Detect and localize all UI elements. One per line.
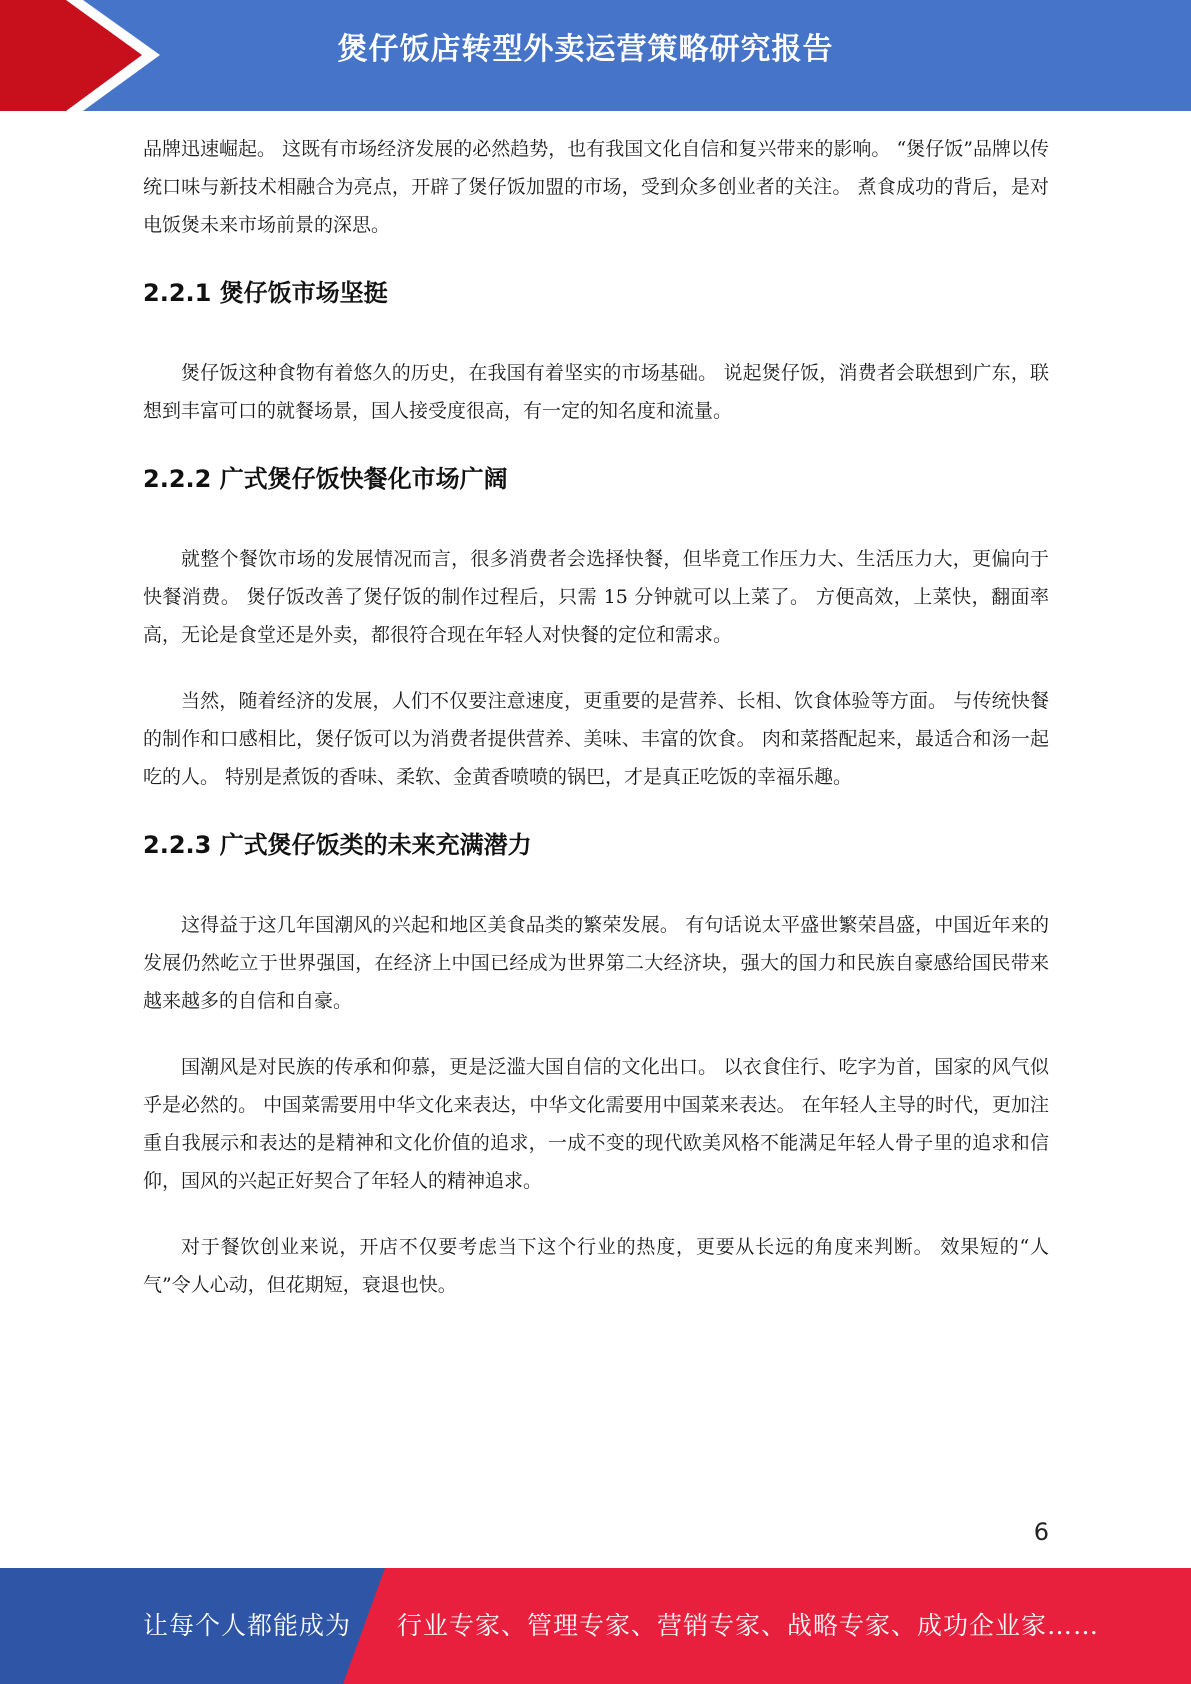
body-paragraph: 国潮风是对民族的传承和仰慕，更是泛滥大国自信的文化出口。 以衣食住行、吃字为首，国家的风气似乎是必然的。 中国菜需要用中华文化来表达，中华文化需要用中国菜来表达。 在年轻人主导的时代，更加注重自我展示和表达的是精神和文化价值的追求，一成不变的现代欧美风格不能满足年轻人骨子里的追求和信仰，国风的兴起正好契合了年轻人的精神追求。 <box>143 1056 1049 1192</box>
body-paragraph: 对于餐饮创业来说，开店不仅要考虑当下这个行业的热度，更要从长远的角度来判断。 效果短的“人气”令人心动，但花期短，衰退也快。 <box>143 1236 1049 1296</box>
body-paragraph: 这得益于这几年国潮风的兴起和地区美食品类的繁荣发展。 有句话说太平盛世繁荣昌盛，中国近年来的发展仍然屹立于世界强国，在经济上中国已经成为世界第二大经济块，强大的国力和民族自豪感给国民带来越来越多的自信和自豪。 <box>143 914 1049 1012</box>
section-heading-2-2-2: 2.2.2 广式煲仔饭快餐化市场广阔 <box>143 465 508 493</box>
document-title: 煲仔饭店转型外卖运营策略研究报告 <box>337 32 834 67</box>
section-heading-2-2-3: 2.2.3 广式煲仔饭类的未来充满潜力 <box>143 831 532 859</box>
page-header <box>0 0 1191 111</box>
body-paragraph: 当然，随着经济的发展，人们不仅要注意速度，更重要的是营养、长相、饮食体验等方面。 与传统快餐的制作和口感相比，煲仔饭可以为消费者提供营养、美味、丰富的饮食。 肉和菜搭配起来，最适合和汤一起吃的人。 特别是煮饭的香味、柔软、金黄香喷喷的锅巴，才是真正吃饭的幸福乐趣。 <box>143 690 1049 788</box>
footer-slogan-left: 让每个人都能成为 <box>143 1611 352 1640</box>
page-number: 6 <box>1033 1518 1049 1546</box>
page-footer <box>0 1568 1191 1684</box>
intro-paragraph: 品牌迅速崛起。 这既有市场经济发展的必然趋势，也有我国文化自信和复兴带来的影响。 “煲仔饭”品牌以传统口味与新技术相融合为亮点，开辟了煲仔饭加盟的市场，受到众多创业者的关注。 煮食成功的背后，是对电饭煲未来市场前景的深思。 <box>143 138 1049 236</box>
document-body <box>143 130 1049 1304</box>
body-paragraph: 煲仔饭这种食物有着悠久的历史，在我国有着坚实的市场基础。 说起煲仔饭，消费者会联想到广东，联想到丰富可口的就餐场景，国人接受度很高，有一定的知名度和流量。 <box>143 362 1049 422</box>
footer-slogan-right: 行业专家、管理专家、营销专家、战略专家、成功企业家…… <box>397 1611 1100 1640</box>
header-arrow-decoration <box>0 0 160 111</box>
body-paragraph: 就整个餐饮市场的发展情况而言，很多消费者会选择快餐，但毕竟工作压力大、生活压力大，更偏向于快餐消费。 煲仔饭改善了煲仔饭的制作过程后，只需 15 分钟就可以上菜了。 方便高效，上菜快，翻面率高，无论是食堂还是外卖，都很符合现在年轻人对快餐的定位和需求。 <box>143 548 1049 646</box>
section-heading-2-2-1: 2.2.1 煲仔饭市场坚挺 <box>143 279 388 307</box>
